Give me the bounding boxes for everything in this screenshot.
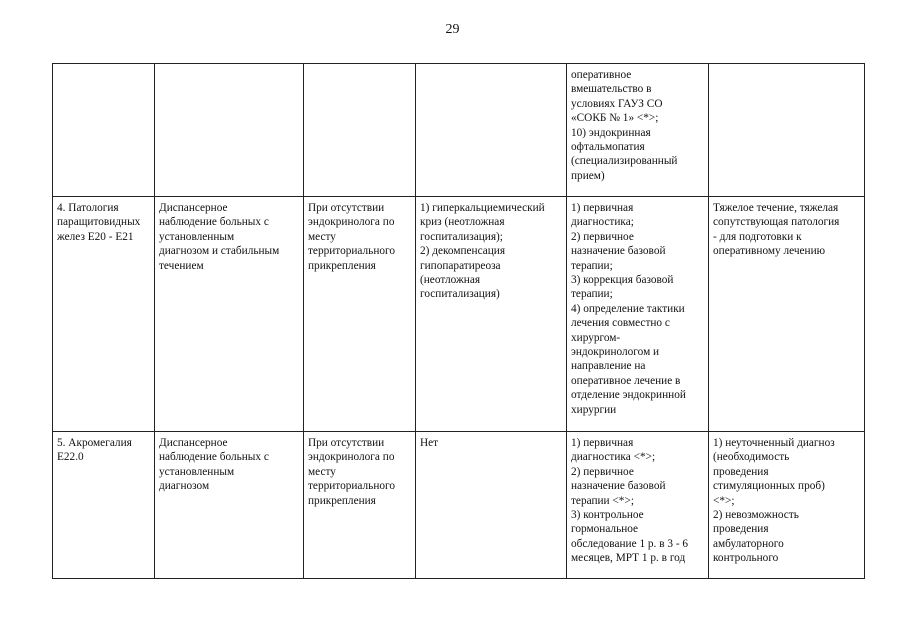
cell-line: диагнозом и стабильным [159, 245, 280, 258]
cell-line: «СОКБ № 1» <*>; [571, 112, 659, 125]
cell-urgent-indications [416, 64, 567, 197]
cell-line: паращитовидных [57, 216, 141, 229]
cell-line: 1) неуточненный диагноз [713, 437, 835, 449]
cell-line: отделение эндокринной [571, 389, 686, 402]
cell-line: прием) [571, 169, 605, 182]
cell-line: 1) первичная [571, 437, 634, 449]
cell-hospital-indications [709, 432, 865, 579]
cell-line: прикрепления [308, 494, 376, 507]
cell-line: назначение базовой [571, 480, 666, 493]
cell-line: терапии <*>; [571, 494, 634, 507]
cell-line: Тяжелое течение, тяжелая [713, 202, 839, 214]
cell-care-type [155, 64, 304, 197]
cell-line: Нет [420, 437, 439, 449]
cell-referral-indications [567, 432, 709, 579]
cell-line: оперативное [571, 69, 632, 81]
cell-pathology [53, 432, 155, 579]
cell-line: 3) коррекция базовой [571, 274, 674, 287]
cell-line: хирургом- [571, 331, 621, 344]
cell-line: оперативное лечение в [571, 374, 681, 387]
cell-line: 2) невозможность [713, 509, 799, 522]
cell-line: <*>; [713, 494, 735, 507]
cell-line: офтальмопатия [571, 141, 645, 154]
cell-line: диагнозом [159, 480, 210, 493]
cell-line: месяцев, МРТ 1 р. в год [571, 552, 686, 565]
cell-line: диагностика <*>; [571, 451, 656, 464]
cell-line: Диспансерное [159, 437, 228, 449]
cell-line: желез E20 - E21 [57, 230, 134, 243]
cell-line: (специализированный [571, 155, 678, 168]
cell-line: (неотложная [420, 274, 481, 287]
cell-line: 1) первичная [571, 202, 634, 214]
cell-condition [304, 64, 416, 197]
cell-referral-indications [567, 197, 709, 432]
cell-line: установленным [159, 465, 235, 478]
cell-line: течением [159, 259, 204, 272]
cell-line: 5. Акромегалия [57, 437, 132, 449]
cell-pathology [53, 197, 155, 432]
table-row-continuation [53, 64, 865, 197]
cell-line: обследование 1 р. в 3 - 6 [571, 537, 689, 550]
cell-line: диагностика; [571, 216, 634, 229]
cell-line: эндокринолога по [308, 216, 395, 229]
cell-line: стимуляционных проб) [713, 480, 825, 493]
table-row-acromegaly [53, 432, 865, 579]
cell-line: сопутствующая патология [713, 216, 840, 229]
cell-line: направление на [571, 360, 646, 373]
cell-line: госпитализация) [420, 288, 500, 301]
cell-line: лечения совместно с [571, 317, 670, 330]
cell-line: 2) первичное [571, 230, 634, 243]
cell-line: месту [308, 465, 336, 478]
cell-line: проведения [713, 465, 769, 478]
cell-line: эндокринолога по [308, 451, 395, 464]
cell-line: условиях ГАУЗ СО [571, 97, 663, 110]
cell-line: установленным [159, 230, 235, 243]
cell-line: назначение базовой [571, 245, 666, 258]
cell-line: прикрепления [308, 259, 376, 272]
cell-line: терапии; [571, 259, 613, 272]
cell-urgent-indications [416, 432, 567, 579]
cell-line: 2) декомпенсация [420, 245, 506, 258]
cell-line: наблюдение больных с [159, 451, 269, 464]
cell-line: проведения [713, 523, 769, 536]
cell-line: 1) гиперкальциемический [420, 202, 545, 214]
cell-line: эндокринологом и [571, 346, 660, 359]
cell-line: контрольного [713, 552, 779, 565]
cell-hospital-indications [709, 64, 865, 197]
cell-line: 10) эндокринная [571, 126, 651, 139]
cell-line: 3) контрольное [571, 509, 644, 522]
cell-line: наблюдение больных с [159, 216, 269, 229]
cell-line: гормональное [571, 523, 639, 536]
cell-line: гипопаратиреоза [420, 259, 501, 272]
cell-line: хирургии [571, 403, 617, 416]
cell-line: 4. Патология [57, 202, 119, 214]
cell-line: При отсутствии [308, 437, 385, 449]
cell-urgent-indications [416, 197, 567, 432]
cell-pathology [53, 64, 155, 197]
cell-care-type [155, 432, 304, 579]
cell-line: амбулаторного [713, 537, 784, 550]
table-row-parathyroid [53, 197, 865, 432]
cell-line: оперативному лечению [713, 245, 826, 258]
cell-line: - для подготовки к [713, 230, 802, 243]
cell-line: месту [308, 230, 336, 243]
cell-line: криз (неотложная [420, 216, 505, 229]
cell-line: терапии; [571, 288, 613, 301]
cell-line: 2) первичное [571, 465, 634, 478]
cell-line: При отсутствии [308, 202, 385, 214]
cell-care-type [155, 197, 304, 432]
cell-line: территориального [308, 245, 396, 258]
cell-condition [304, 432, 416, 579]
cell-line: 4) определение тактики [571, 302, 685, 315]
cell-line: E22.0 [57, 451, 84, 464]
cell-line: вмешательство в [571, 83, 652, 96]
cell-condition [304, 197, 416, 432]
page-number: 29 [445, 22, 460, 37]
cell-hospital-indications [709, 197, 865, 432]
cell-line: (необходимость [713, 451, 790, 464]
cell-line: территориального [308, 480, 396, 493]
cell-referral-indications [567, 64, 709, 197]
cell-line: госпитализация); [420, 230, 503, 243]
continuation-table [52, 63, 865, 579]
cell-line: Диспансерное [159, 202, 228, 214]
